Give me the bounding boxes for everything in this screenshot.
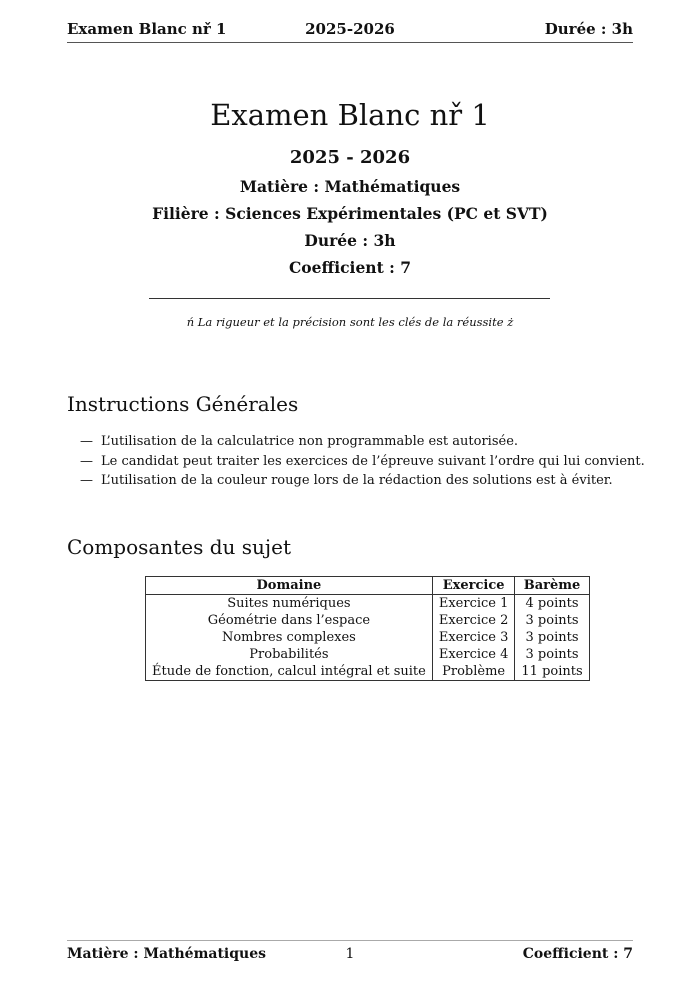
cell-domaine: Étude de fonction, calcul intégral et suite (146, 663, 433, 681)
instructions-heading: Instructions Générales (67, 392, 299, 416)
cell-exercice: Exercice 3 (432, 629, 515, 646)
table-row (146, 595, 590, 613)
instruction-text: L’utilisation de la calculatrice non programmable est autorisée. (101, 434, 519, 449)
motto: ń La rigueur et la précision sont les clés de la réussite ż (186, 315, 514, 329)
table-row (146, 612, 590, 629)
divider (149, 298, 550, 299)
exam-subject: Matière : Mathématiques (239, 177, 461, 196)
exam-duration: Durée : 3h (304, 231, 396, 250)
page-title: Examen Blanc nř 1 (210, 98, 490, 132)
exam-coefficient: Coefficient : 7 (288, 258, 412, 277)
header-year: 2025-2026 (305, 20, 395, 38)
cell-exercice: Problème (432, 663, 515, 681)
table-header-row (146, 577, 590, 595)
dash: — (80, 453, 93, 469)
column-header-domaine: Domaine (146, 577, 433, 595)
exam-year: 2025 - 2026 (289, 147, 411, 168)
footer-coefficient: Coefficient : 7 (522, 946, 633, 962)
cell-bareme: 11 points (515, 663, 589, 681)
components-heading: Composantes du sujet (67, 535, 291, 559)
cell-domaine: Suites numériques (146, 595, 433, 613)
cell-bareme: 3 points (515, 629, 589, 646)
table-row (146, 629, 590, 646)
page-number: 1 (345, 946, 355, 962)
cell-exercice: Exercice 1 (432, 595, 515, 613)
cell-bareme: 4 points (515, 595, 589, 613)
cell-exercice: Exercice 2 (432, 612, 515, 629)
cell-domaine: Probabilités (146, 646, 433, 663)
table-row (146, 663, 590, 681)
dash: — (80, 434, 93, 449)
header-exam-title: Examen Blanc nř 1 (67, 20, 227, 38)
list-item (80, 432, 645, 452)
title-block (0, 95, 700, 277)
components-table (145, 576, 590, 681)
cell-domaine: Nombres complexes (146, 629, 433, 646)
exam-track: Filière : Sciences Expérimentales (PC et SVT) (152, 204, 548, 223)
page-footer (67, 940, 633, 962)
cell-bareme: 3 points (515, 646, 589, 663)
cell-bareme: 3 points (515, 612, 589, 629)
column-header-bareme: Barème (515, 577, 589, 595)
footer-subject: Matière : Mathématiques (67, 946, 267, 962)
instruction-text: Le candidat peut traiter les exercices de l’épreuve suivant l’ordre qui lui convient. (101, 453, 645, 469)
cell-domaine: Géométrie dans l’espace (146, 612, 433, 629)
cell-exercice: Exercice 4 (432, 646, 515, 663)
dash: — (80, 473, 93, 488)
instruction-text: L’utilisation de la couleur rouge lors de la rédaction des solutions est à éviter. (101, 473, 613, 488)
table-row (146, 646, 590, 663)
list-item (80, 471, 645, 491)
instructions-list (80, 432, 645, 491)
header-duration: Durée : 3h (544, 20, 633, 38)
page-header (67, 20, 633, 43)
column-header-exercice: Exercice (432, 577, 515, 595)
list-item (80, 452, 645, 472)
